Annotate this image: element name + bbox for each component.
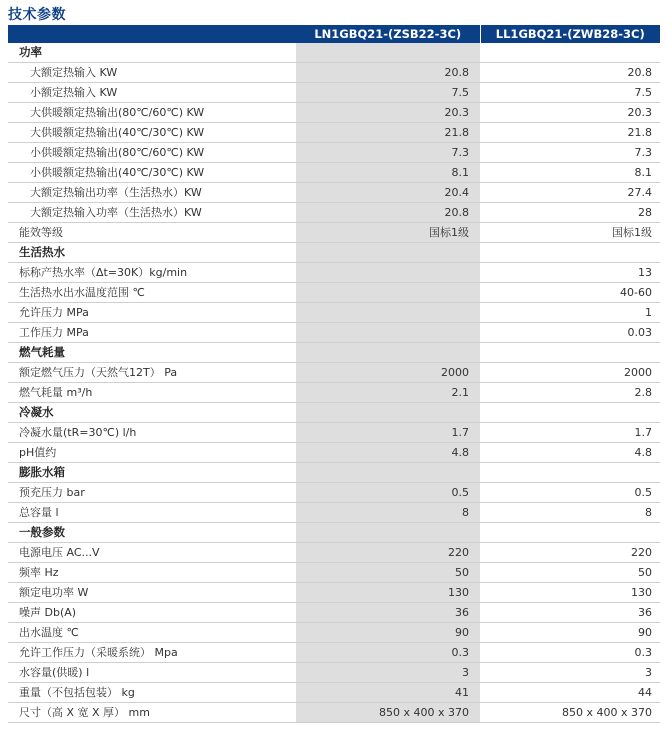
table-row: [8, 183, 660, 203]
model-1-value: 41: [296, 683, 480, 703]
section-model-2-cell: [480, 403, 660, 423]
table-row: [8, 283, 660, 303]
model-1-value: 7.5: [296, 83, 480, 103]
table-row: [8, 623, 660, 643]
section-title: 一般参数: [8, 523, 296, 543]
model-1-value: 90: [296, 623, 480, 643]
parameter-label: 大额定热输入 KW: [8, 63, 296, 83]
column-header-model-2: LL1GBQ21-(ZWB28-3C): [480, 25, 660, 43]
model-1-value: 8: [296, 503, 480, 523]
parameter-label: 频率 Hz: [8, 563, 296, 583]
table-row: [8, 303, 660, 323]
section-model-1-cell: [296, 43, 480, 63]
table-row: [8, 363, 660, 383]
table-row: [8, 103, 660, 123]
section-title: 生活热水: [8, 243, 296, 263]
parameter-label: 允许压力 MPa: [8, 303, 296, 323]
model-2-value: 13: [480, 263, 660, 283]
table-row: [8, 443, 660, 463]
section-model-2-cell: [480, 43, 660, 63]
parameter-label: 大供暖额定热输出(40℃/30℃) KW: [8, 123, 296, 143]
model-1-value: 220: [296, 543, 480, 563]
table-row: [8, 563, 660, 583]
parameter-label: 尺寸（高 X 宽 X 厚） mm: [8, 703, 296, 723]
model-2-value: 3: [480, 663, 660, 683]
section-header-row: [8, 463, 660, 483]
section-model-2-cell: [480, 343, 660, 363]
parameter-label: 水容量(供暖) l: [8, 663, 296, 683]
parameter-label: 大额定热输出功率（生活热水）KW: [8, 183, 296, 203]
model-2-value: 7.3: [480, 143, 660, 163]
table-row: [8, 683, 660, 703]
section-title: 膨胀水箱: [8, 463, 296, 483]
parameter-label: 小供暖额定热输出(80℃/60℃) KW: [8, 143, 296, 163]
table-row: [8, 203, 660, 223]
section-header-row: [8, 523, 660, 543]
model-1-value: 850 x 400 x 370: [296, 703, 480, 723]
parameter-label: pH值约: [8, 443, 296, 463]
model-1-value: 2000: [296, 363, 480, 383]
model-1-value: 50: [296, 563, 480, 583]
section-model-2-cell: [480, 243, 660, 263]
model-1-value: 20.3: [296, 103, 480, 123]
model-1-value: 20.8: [296, 203, 480, 223]
model-2-value: 2000: [480, 363, 660, 383]
spec-table: [8, 25, 660, 723]
model-2-value: 90: [480, 623, 660, 643]
column-header-model-1: LN1GBQ21-(ZSB22-3C): [296, 25, 480, 43]
model-2-value: 850 x 400 x 370: [480, 703, 660, 723]
model-2-value: 130: [480, 583, 660, 603]
model-2-value: 8.1: [480, 163, 660, 183]
table-row: [8, 423, 660, 443]
section-header-row: [8, 403, 660, 423]
model-2-value: 0.3: [480, 643, 660, 663]
section-header-row: [8, 243, 660, 263]
model-2-value: 20.3: [480, 103, 660, 123]
model-1-value: 2.1: [296, 383, 480, 403]
section-model-1-cell: [296, 343, 480, 363]
table-row: [8, 323, 660, 343]
parameter-label: 小供暖额定热输出(40℃/30℃) KW: [8, 163, 296, 183]
model-2-value: 20.8: [480, 63, 660, 83]
model-2-value: 0.03: [480, 323, 660, 343]
model-1-value: 4.8: [296, 443, 480, 463]
section-model-1-cell: [296, 463, 480, 483]
parameter-label: 额定电功率 W: [8, 583, 296, 603]
table-header-row: [8, 25, 660, 43]
model-1-value: 130: [296, 583, 480, 603]
table-row: [8, 143, 660, 163]
model-1-value: 8.1: [296, 163, 480, 183]
table-row: [8, 263, 660, 283]
table-row: [8, 483, 660, 503]
model-1-value: 0.5: [296, 483, 480, 503]
parameter-label: 燃气耗量 m³/h: [8, 383, 296, 403]
parameter-label: 能效等级: [8, 223, 296, 243]
model-1-value: 1.7: [296, 423, 480, 443]
model-2-value: 1: [480, 303, 660, 323]
model-1-value: 21.8: [296, 123, 480, 143]
parameter-label: 工作压力 MPa: [8, 323, 296, 343]
parameter-label: 大供暖额定热输出(80℃/60℃) KW: [8, 103, 296, 123]
table-row: [8, 383, 660, 403]
section-model-2-cell: [480, 463, 660, 483]
parameter-label: 预充压力 bar: [8, 483, 296, 503]
model-1-value: [296, 323, 480, 343]
table-row: [8, 63, 660, 83]
model-1-value: 20.4: [296, 183, 480, 203]
section-title: 冷凝水: [8, 403, 296, 423]
model-2-value: 50: [480, 563, 660, 583]
table-row: [8, 583, 660, 603]
section-title: 燃气耗量: [8, 343, 296, 363]
section-header-row: [8, 43, 660, 63]
section-model-1-cell: [296, 403, 480, 423]
model-2-value: 2.8: [480, 383, 660, 403]
parameter-label: 总容量 l: [8, 503, 296, 523]
section-model-1-cell: [296, 243, 480, 263]
table-row: [8, 83, 660, 103]
table-row: [8, 663, 660, 683]
parameter-label: 生活热水出水温度范围 ℃: [8, 283, 296, 303]
parameter-label: 电源电压 AC...V: [8, 543, 296, 563]
parameter-label: 小额定热输入 KW: [8, 83, 296, 103]
model-1-value: 3: [296, 663, 480, 683]
model-2-value: 7.5: [480, 83, 660, 103]
table-row: [8, 503, 660, 523]
model-1-value: 国标1级: [296, 223, 480, 243]
model-2-value: 0.5: [480, 483, 660, 503]
table-row: [8, 223, 660, 243]
parameter-label: 重量（不包括包装） kg: [8, 683, 296, 703]
table-row: [8, 603, 660, 623]
parameter-label: 出水温度 ℃: [8, 623, 296, 643]
model-2-value: 27.4: [480, 183, 660, 203]
model-1-value: 0.3: [296, 643, 480, 663]
model-1-value: 20.8: [296, 63, 480, 83]
model-2-value: 40-60: [480, 283, 660, 303]
model-2-value: 220: [480, 543, 660, 563]
model-1-value: [296, 283, 480, 303]
model-1-value: [296, 263, 480, 283]
table-row: [8, 163, 660, 183]
header-blank-cell: [8, 25, 296, 43]
parameter-label: 大额定热输入功率（生活热水）KW: [8, 203, 296, 223]
section-title: 功率: [8, 43, 296, 63]
model-2-value: 4.8: [480, 443, 660, 463]
model-2-value: 1.7: [480, 423, 660, 443]
table-row: [8, 643, 660, 663]
model-2-value: 8: [480, 503, 660, 523]
model-2-value: 36: [480, 603, 660, 623]
model-2-value: 21.8: [480, 123, 660, 143]
model-1-value: 7.3: [296, 143, 480, 163]
model-1-value: [296, 303, 480, 323]
model-1-value: 36: [296, 603, 480, 623]
section-header-row: [8, 343, 660, 363]
table-row: [8, 123, 660, 143]
table-row: [8, 543, 660, 563]
model-2-value: 28: [480, 203, 660, 223]
spec-table-body: [8, 43, 660, 723]
page-title: 技术参数: [8, 7, 66, 23]
parameter-label: 允许工作压力（采暖系统） Mpa: [8, 643, 296, 663]
parameter-label: 标称产热水率（Δt=30K）kg/min: [8, 263, 296, 283]
section-model-1-cell: [296, 523, 480, 543]
model-2-value: 国标1级: [480, 223, 660, 243]
model-2-value: 44: [480, 683, 660, 703]
parameter-label: 冷凝水量(tR=30℃) l/h: [8, 423, 296, 443]
parameter-label: 噪声 Db(A): [8, 603, 296, 623]
parameter-label: 额定燃气压力（天然气12T） Pa: [8, 363, 296, 383]
section-model-2-cell: [480, 523, 660, 543]
table-row: [8, 703, 660, 723]
